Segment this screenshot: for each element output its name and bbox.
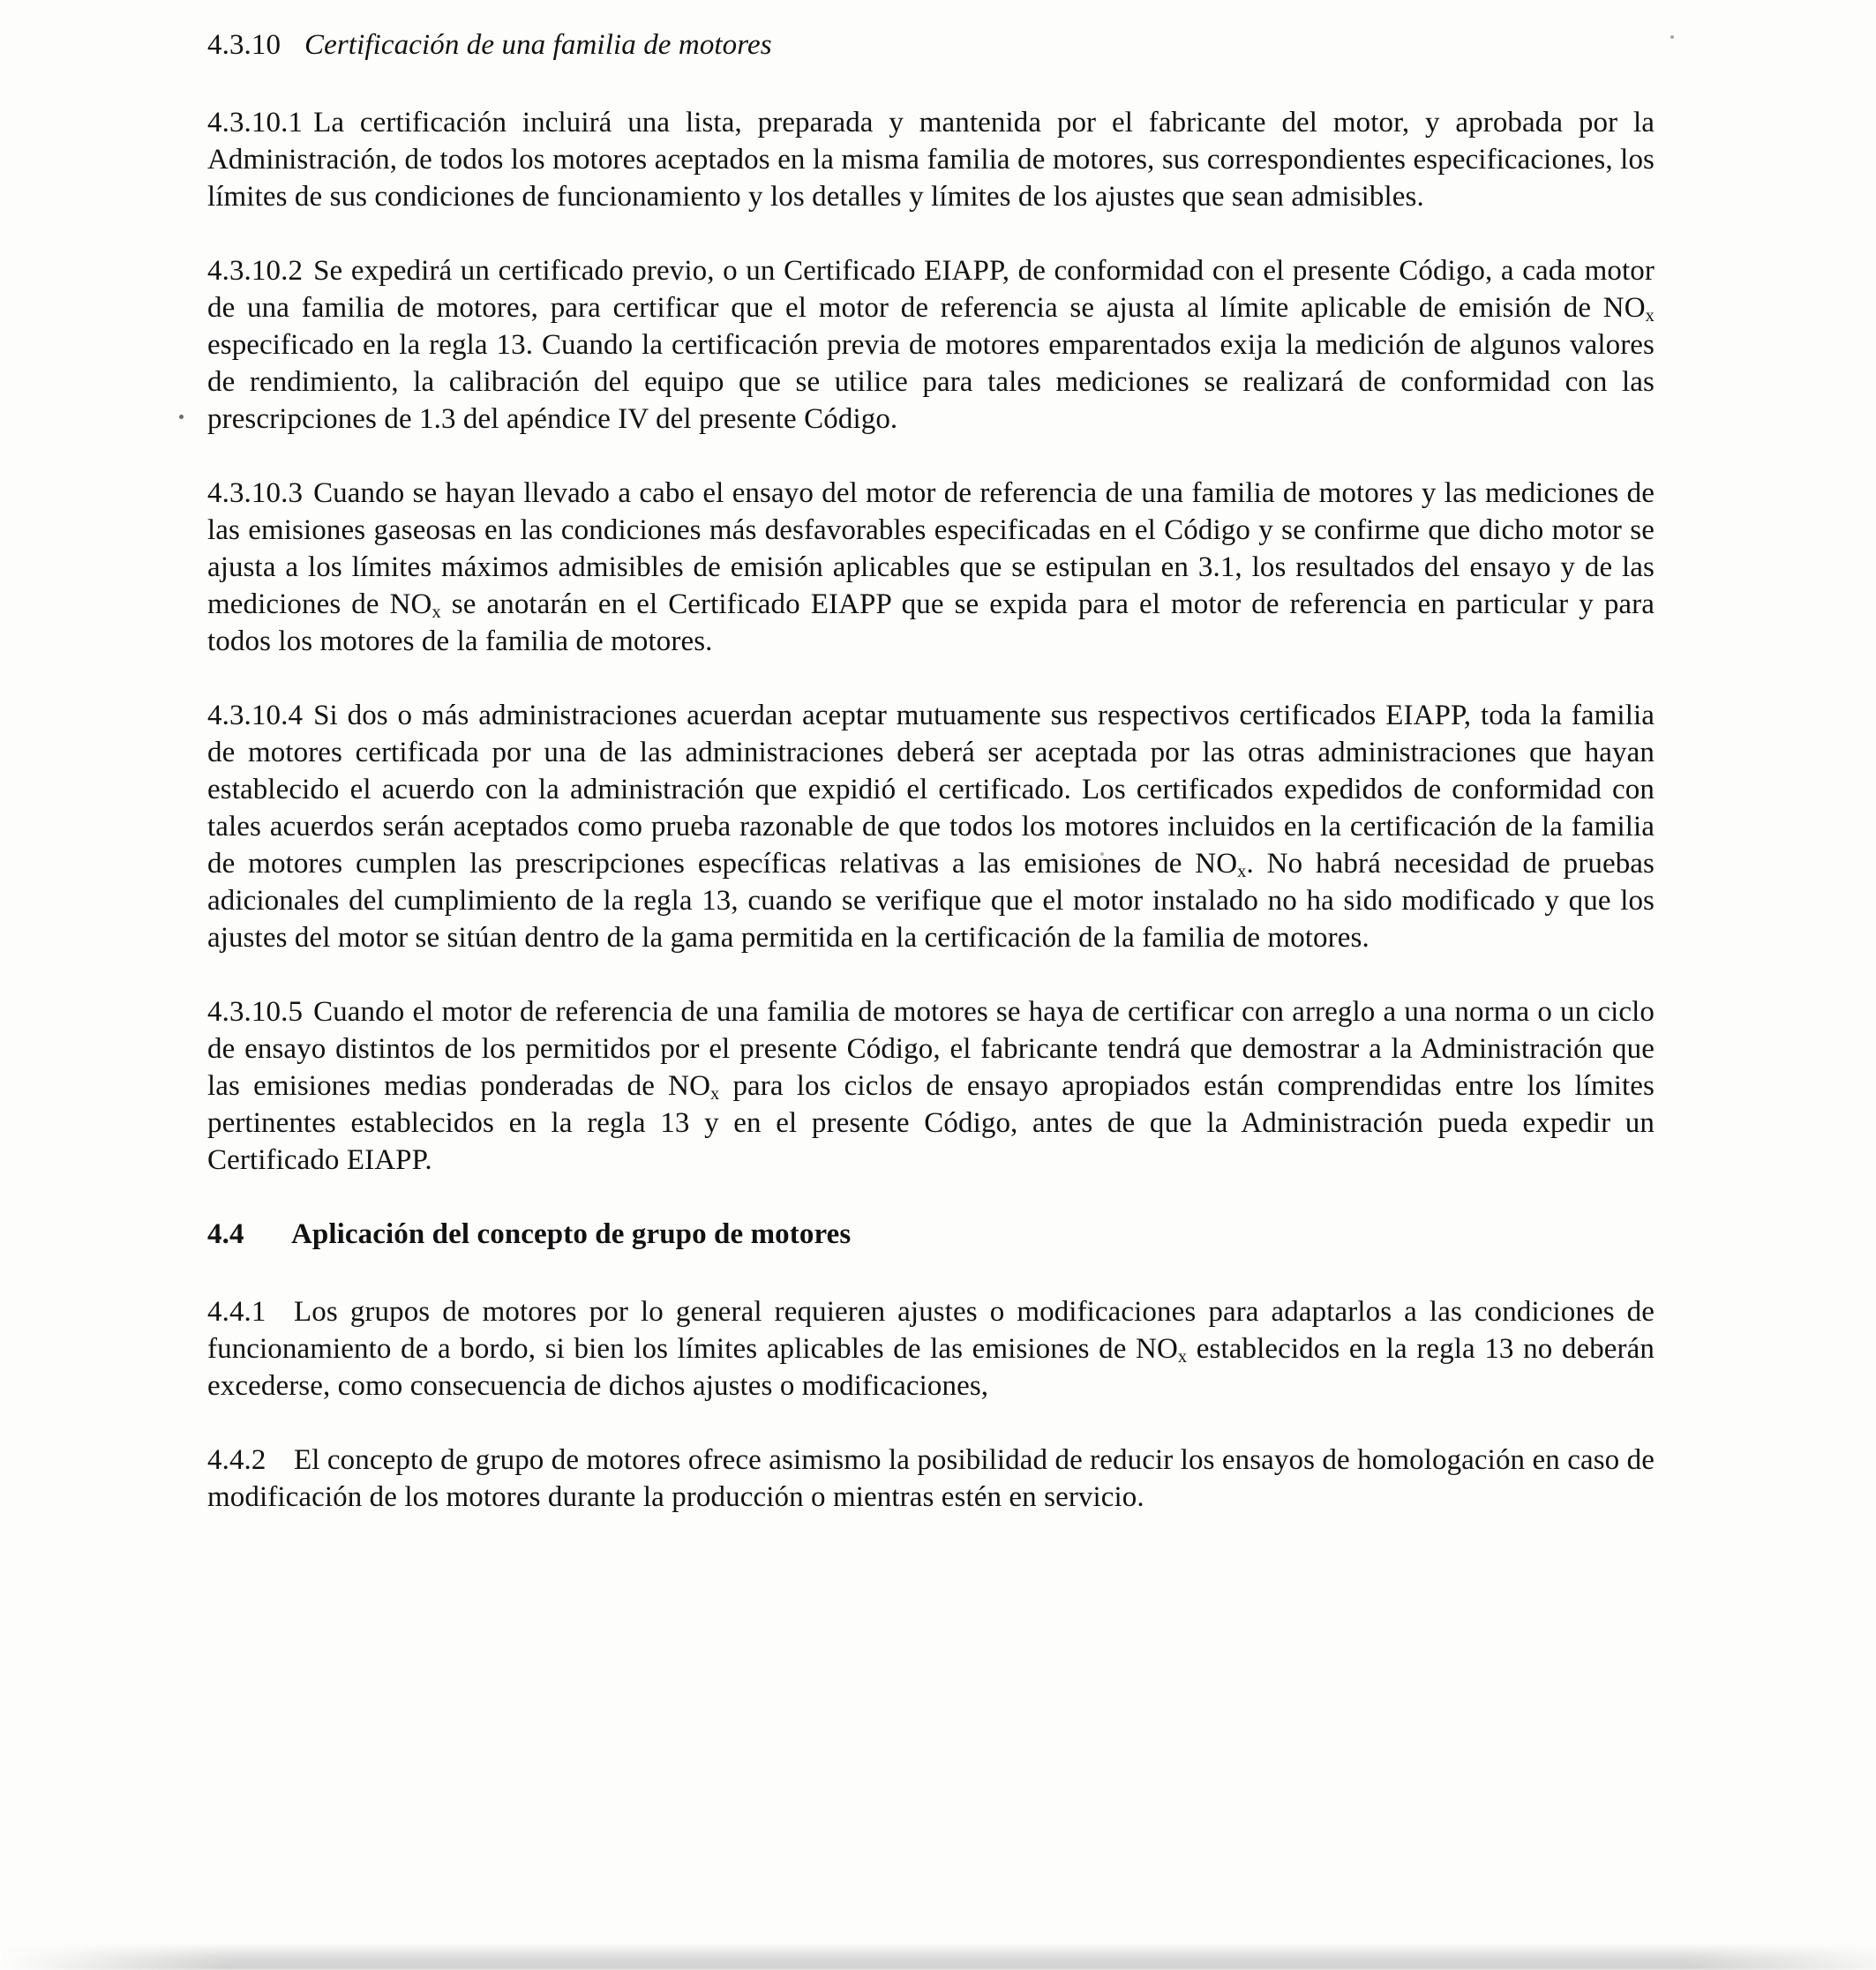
clause-number: 4.3.10.4 xyxy=(207,700,304,731)
clause-number: 4.3.10.5 xyxy=(207,996,304,1028)
clause-text: Se expedirá un certificado previo, o un Certificado EIAPP, de conformidad con el presente Código, a cada motor de una familia de motores, para certificar que el motor de referencia se ajusta al límite aplicable de emisión de $NO_x$ especificado en la regla 13. Cuando la certificación previa de motores emparentados exija la medición de algunos valores de rendimiento, la calibración del equipo que se utilice para tales mediciones se realizará de conformidad con las prescripciones de 1.3 del apéndice IV del presente Código. xyxy=(207,255,1655,435)
document-content xyxy=(207,26,1655,1553)
clause-text: Cuando se hayan llevado a cabo el ensayo del motor de referencia de una familia de motores y las mediciones de las emisiones gaseosas en las condiciones más desfavorables especificadas en el Código y se confirme que dicho motor se ajusta a los límites máximos admisibles de emisión aplicables que se estipulan en 3.1, los resultados del ensayo y de las mediciones de $NO_x$ se anotarán en el Certificado EIAPP que se expida para el motor de referencia en particular y para todos los motores de la familia de motores. xyxy=(207,477,1655,657)
clause-number: 4.4.2 xyxy=(207,1444,266,1476)
paragraph xyxy=(207,1293,1655,1404)
paragraph xyxy=(207,993,1655,1179)
scan-edge-artifact xyxy=(0,1944,1876,1970)
clause-number: 4.3.10.3 xyxy=(207,477,304,509)
paragraph xyxy=(207,104,1655,215)
clause-number: 4.4.1 xyxy=(207,1296,266,1328)
scan-speck xyxy=(179,415,184,419)
clause-text: Los grupos de motores por lo general requieren ajustes o modificaciones para adaptarlos a las condiciones de funcionamiento de a bordo, si bien los límites aplicables de las emisiones de $NO_x$ establecidos en la regla 13 no deberán excederse, como consecuencia de dichos ajustes o modificaciones, xyxy=(207,1296,1655,1402)
paragraph xyxy=(207,475,1655,660)
scan-speck xyxy=(1100,852,1104,856)
clause-number: 4.4 xyxy=(207,1218,244,1250)
paragraph xyxy=(207,252,1655,438)
clause-text: Si dos o más administraciones acuerdan aceptar mutuamente sus respectivos certificados EIAPP, toda la familia de motores certificada por una de las administraciones deberá ser aceptada por las otras administraciones que hayan establecido el acuerdo con la administración que expidió el certificado. Los certificados expedidos de conformidad con tales acuerdos serán aceptados como prueba razonable de que todos los motores incluidos en la certificación de la familia de motores cumplen las prescripciones específicas relativas a las emisiones de $NO_x$. No habrá necesidad de pruebas adicionales del cumplimiento de la regla 13, cuando se verifique que el motor instalado no ha sido modificado y que los ajustes del motor se sitúan dentro de la gama permitida en la certificación de la familia de motores. xyxy=(207,700,1655,954)
section-heading xyxy=(207,1216,1655,1253)
clause-number: 4.3.10 xyxy=(207,29,281,61)
clause-number: 4.3.10.2 xyxy=(207,255,304,287)
clause-text: Certificación de una familia de motores xyxy=(304,29,772,61)
paragraph xyxy=(207,697,1655,956)
clause-number: 4.3.10.1 xyxy=(207,107,304,139)
clause-text: Aplicación del concepto de grupo de motores xyxy=(291,1218,852,1250)
clause-text: Cuando el motor de referencia de una familia de motores se haya de certificar con arreglo a una norma o un ciclo de ensayo distintos de los permitidos por el presente Código, el fabricante tendrá que demostrar a la Administración que las emisiones medias ponderadas de $NO_x$ para los ciclos de ensayo apropiados están comprendidas entre los límites pertinentes establecidos en la regla 13 y en el presente Código, antes de que la Administración pueda expedir un Certificado EIAPP. xyxy=(207,996,1655,1176)
section-heading xyxy=(207,26,1655,64)
scan-speck xyxy=(1670,35,1674,39)
clause-text: El concepto de grupo de motores ofrece asimismo la posibilidad de reducir los ensayos de homologación en caso de modificación de los motores durante la producción o mientras estén en servicio. xyxy=(207,1444,1655,1513)
paragraph xyxy=(207,1442,1655,1516)
clause-text: La certificación incluirá una lista, preparada y mantenida por el fabricante del motor, y aprobada por la Administración, de todos los motores aceptados en la misma familia de motores, sus correspondientes especificaciones, los límites de sus condiciones de funcionamiento y los detalles y límites de los ajustes que sean admisibles. xyxy=(207,107,1655,213)
